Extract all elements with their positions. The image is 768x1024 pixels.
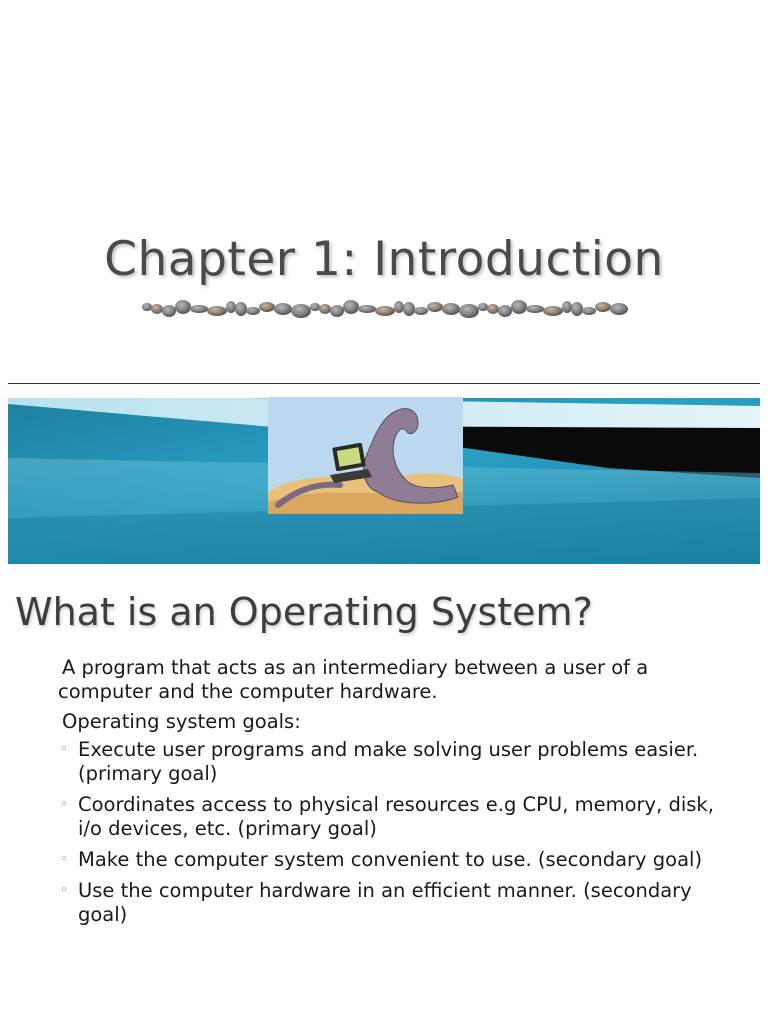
definition-paragraph: A program that acts as an intermediary between a user of a computer and the computer hardware. (58, 656, 649, 703)
list-item: ◦ Use the computer hardware in an efficient manner. (secondary goal) (60, 879, 692, 926)
goals-list (60, 738, 730, 934)
pebble (358, 305, 376, 313)
ring-bullet-icon: ◦ (60, 852, 68, 867)
pebble (310, 303, 320, 311)
goals-heading: Operating system goals: (62, 710, 301, 733)
pebble (610, 303, 628, 315)
pebble (526, 305, 544, 313)
pebble (142, 303, 152, 311)
pebble (403, 302, 415, 316)
pebble (511, 300, 527, 314)
list-item: ◦ Coordinates access to physical resources e.g CPU, memory, disk, i/o devices, etc. (primary goal) (60, 793, 714, 840)
pebble (498, 305, 512, 317)
section-divider-line (8, 383, 760, 384)
slide-heading: What is an Operating System? (15, 590, 593, 634)
pebble (543, 306, 563, 316)
pebble (162, 305, 176, 317)
pebble (259, 302, 275, 312)
dinosaur-laptop-illustration (268, 397, 463, 514)
pebble (226, 301, 236, 313)
pebble (459, 304, 479, 318)
pebble (427, 302, 443, 312)
pebble (235, 302, 247, 316)
pebble (582, 307, 596, 315)
pebble (414, 307, 428, 315)
pebble (175, 300, 191, 314)
ring-bullet-icon: ◦ (60, 742, 68, 757)
pebble (595, 302, 611, 312)
pebble (207, 306, 227, 316)
pebble (394, 301, 404, 313)
ring-bullet-icon: ◦ (60, 883, 68, 898)
pebble (246, 307, 260, 315)
pebble (571, 302, 583, 316)
pebble (274, 303, 292, 315)
pebble (190, 305, 208, 313)
pebble (487, 304, 499, 314)
pebble (478, 303, 488, 311)
slide-chapter-title (0, 0, 768, 380)
pebble (343, 300, 359, 314)
pebble (151, 304, 163, 314)
ring-bullet-icon: ◦ (60, 797, 68, 812)
pebble (319, 304, 331, 314)
pebble (562, 301, 572, 313)
pebble (442, 303, 460, 315)
pebble-row-divider (136, 292, 628, 326)
list-item: ◦ Make the computer system convenient to use. (secondary goal) (60, 848, 703, 871)
pebble (291, 304, 311, 318)
chapter-title: Chapter 1: Introduction (104, 232, 664, 287)
pebble (375, 306, 395, 316)
list-item: ◦ Execute user programs and make solving user problems easier. (primary goal) (60, 738, 699, 785)
pebble (330, 305, 344, 317)
